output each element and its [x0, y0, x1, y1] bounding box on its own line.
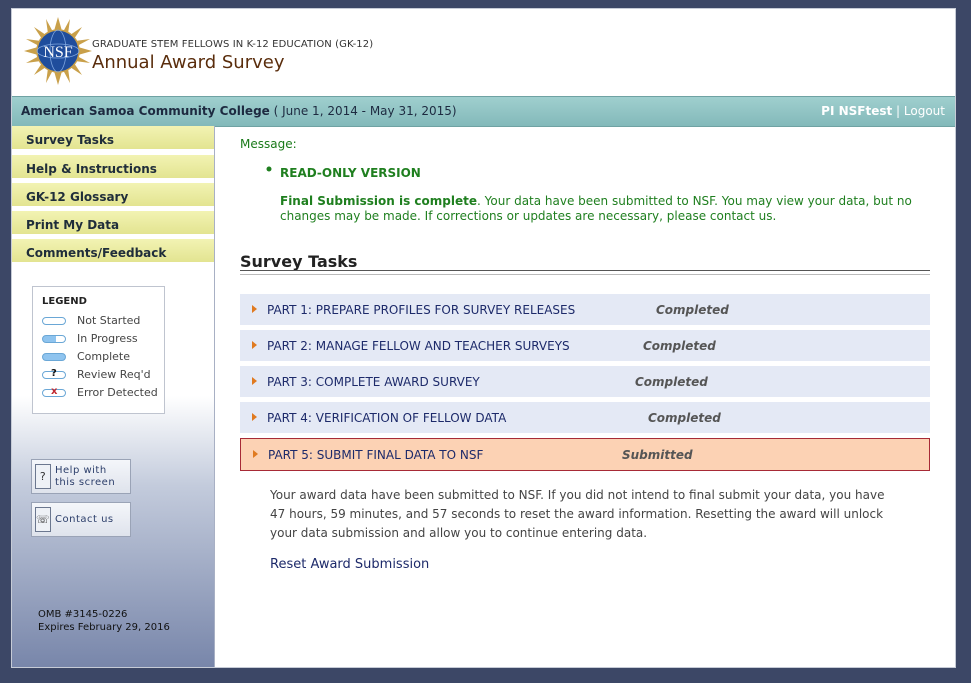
in-progress-pill-icon	[42, 335, 66, 343]
review-pill-icon: ?	[42, 371, 66, 379]
expand-arrow-icon	[253, 450, 258, 458]
contact-us-button[interactable]: ☏ Contact us	[31, 502, 131, 537]
nav-help-instructions[interactable]: Help & Instructions	[12, 155, 214, 180]
legend-title: LEGEND	[42, 296, 87, 307]
reset-award-submission-link[interactable]: Reset Award Submission	[270, 557, 430, 572]
error-pill-icon: x	[42, 389, 66, 397]
award-period: ( June 1, 2014 - May 31, 2015)	[269, 104, 457, 118]
final-submission-message: Final Submission is complete. Your data have been submitted to NSF. You may view your data, but no changes may be made. If corrections or updates are necessary, please contact us.	[280, 194, 912, 223]
part-label[interactable]: PART 1: PREPARE PROFILES FOR SURVEY RELEASES	[267, 303, 576, 317]
part-label[interactable]: PART 4: VERIFICATION OF FELLOW DATA	[267, 411, 507, 425]
program-name: GRADUATE STEM FELLOWS IN K-12 EDUCATION (GK-12)	[92, 39, 374, 50]
header	[12, 9, 955, 95]
part-5-row[interactable]	[240, 438, 930, 471]
help-with-screen-button[interactable]: ? Help with this screen	[31, 459, 131, 494]
part-status: Submitted	[622, 448, 693, 462]
omb-info	[38, 608, 170, 634]
section-title: Survey Tasks	[240, 252, 358, 271]
part-label[interactable]: PART 2: MANAGE FELLOW AND TEACHER SURVEYS	[267, 339, 570, 353]
part-label[interactable]: PART 5: SUBMIT FINAL DATA TO NSF	[268, 448, 484, 462]
institution-name: American Samoa Community College	[21, 104, 270, 118]
expand-arrow-icon	[252, 305, 257, 313]
omb-number: OMB #3145-0226	[38, 609, 128, 620]
user-links-separator: |	[892, 104, 904, 118]
legend: LEGEND Not Started In Progress Complete ? Review Req'd x Error Detected	[32, 286, 165, 414]
readonly-title: READ-ONLY VERSION	[280, 166, 421, 180]
nav-comments-feedback[interactable]: Comments/Feedback	[12, 239, 214, 264]
logout-link[interactable]: Logout	[903, 104, 945, 118]
part-2-row[interactable]	[240, 330, 930, 361]
part-status: Completed	[648, 411, 721, 425]
sidebar	[12, 126, 215, 667]
app-frame	[11, 8, 956, 668]
expand-arrow-icon	[252, 413, 257, 421]
expand-arrow-icon	[252, 341, 257, 349]
not-started-pill-icon	[42, 317, 66, 325]
part-status: Completed	[635, 375, 708, 389]
part-label[interactable]: PART 3: COMPLETE AWARD SURVEY	[267, 375, 480, 389]
org-bar	[12, 96, 955, 127]
user-name[interactable]: PI NSFtest	[821, 104, 893, 118]
complete-pill-icon	[42, 353, 66, 361]
bullet-icon	[265, 165, 273, 173]
expand-arrow-icon	[252, 377, 257, 385]
user-links	[821, 104, 945, 118]
message-label: Message:	[240, 137, 297, 151]
nav-glossary[interactable]: GK-12 Glossary	[12, 183, 214, 208]
omb-expires: Expires February 29, 2016	[38, 622, 170, 633]
part-3-row[interactable]	[240, 366, 930, 397]
nav-survey-tasks[interactable]: Survey Tasks	[12, 126, 214, 151]
nav-print-data[interactable]: Print My Data	[12, 211, 214, 236]
help-icon: ?	[35, 464, 51, 489]
main-content	[215, 126, 955, 667]
app-title: Annual Award Survey	[92, 52, 285, 73]
part-1-row[interactable]	[240, 294, 930, 325]
institution-info	[21, 104, 457, 118]
nsf-logo	[24, 17, 92, 85]
part-status: Completed	[656, 303, 729, 317]
phone-icon: ☏	[35, 507, 51, 532]
submitted-message: Your award data have been submitted to NSF. If you did not intend to final submit your data, you have 47 hours, 59 minutes, and 57 seconds to reset the award information. Resetting the award will unlock your data submission and allow you to continue entering data.	[270, 488, 885, 540]
part-4-row[interactable]	[240, 402, 930, 433]
part-status: Completed	[643, 339, 716, 353]
svg-text:NSF: NSF	[43, 44, 73, 61]
section-divider	[240, 270, 930, 275]
